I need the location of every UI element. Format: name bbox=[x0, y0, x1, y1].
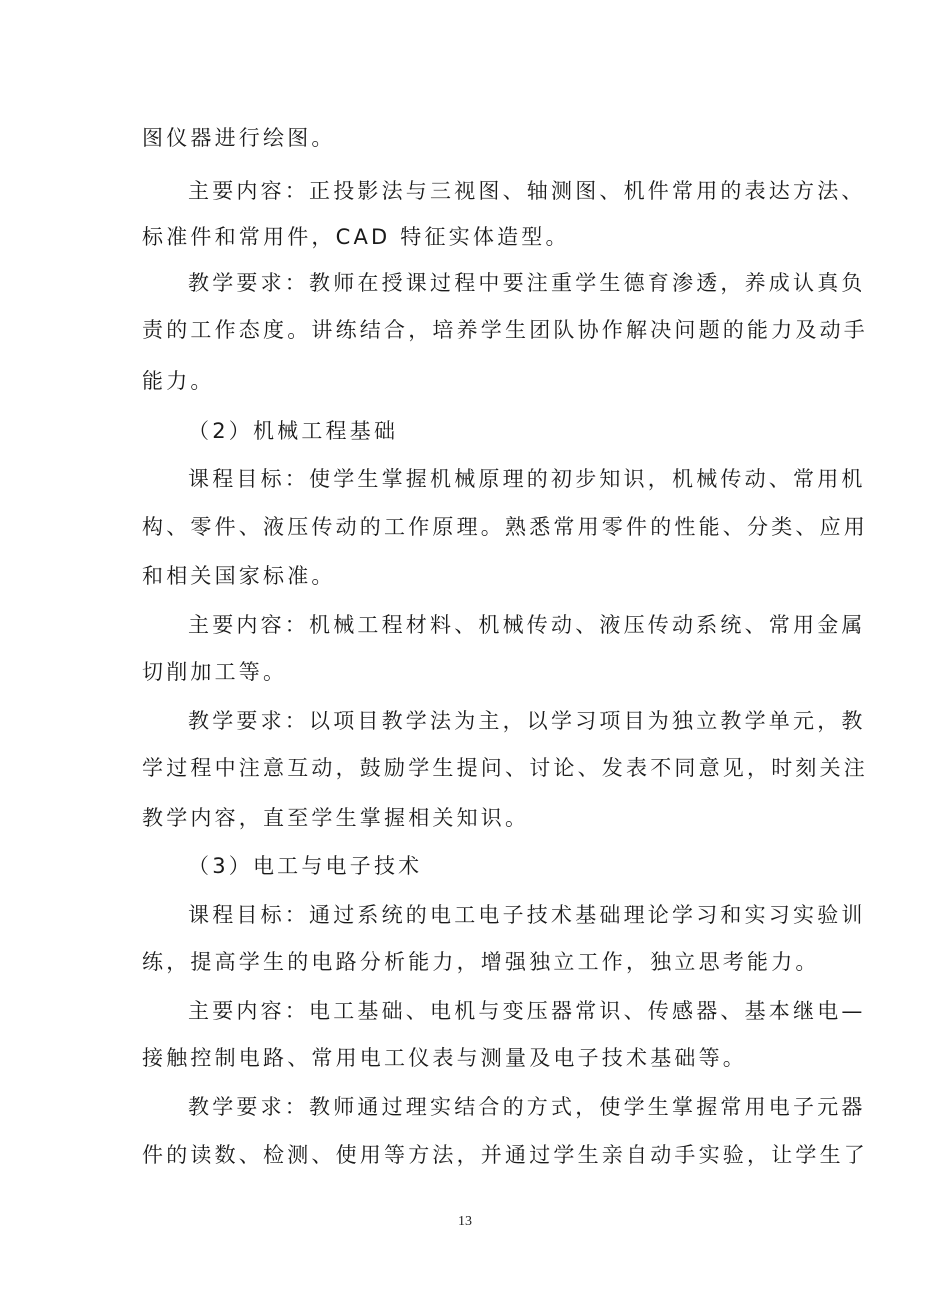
paragraph-line: 标准件和常用件，CAD 特征实体造型。 bbox=[142, 225, 570, 249]
paragraph-line: 件的读数、检测、使用等方法，并通过学生亲自动手实验，让学生了 bbox=[142, 1143, 868, 1167]
paragraph-line: 构、零件、液压传动的工作原理。熟悉常用零件的性能、分类、应用 bbox=[142, 515, 868, 539]
paragraph-line: 练，提高学生的电路分析能力，增强独立工作，独立思考能力。 bbox=[142, 950, 820, 974]
section-heading: （3）电工与电子技术 bbox=[188, 854, 423, 878]
paragraph-line: 接触控制电路、常用电工仪表与测量及电子技术基础等。 bbox=[142, 1046, 747, 1070]
paragraph-line: 课程目标：通过系统的电工电子技术基础理论学习和实习实验训 bbox=[188, 903, 866, 927]
paragraph-line: 教学内容，直至学生掌握相关知识。 bbox=[142, 806, 530, 830]
paragraph-line: 切削加工等。 bbox=[142, 660, 288, 684]
paragraph-line: 学过程中注意互动，鼓励学生提问、讨论、发表不同意见，时刻关注 bbox=[142, 756, 868, 780]
page-number: 13 bbox=[458, 1214, 472, 1229]
paragraph-line: 和相关国家标准。 bbox=[142, 564, 336, 588]
paragraph-line: 主要内容：机械工程材料、机械传动、液压传动系统、常用金属 bbox=[188, 613, 866, 637]
paragraph-line: 主要内容：正投影法与三视图、轴测图、机件常用的表达方法、 bbox=[188, 179, 866, 203]
paragraph-line: 教学要求：以项目教学法为主，以学习项目为独立教学单元，教 bbox=[188, 709, 866, 733]
paragraph-line: 图仪器进行绘图。 bbox=[142, 126, 336, 150]
paragraph-line: 主要内容：电工基础、电机与变压器常识、传感器、基本继电— bbox=[188, 999, 866, 1023]
paragraph-line: 能力。 bbox=[142, 369, 215, 393]
section-heading: （2）机械工程基础 bbox=[188, 419, 399, 443]
paragraph-line: 教学要求：教师在授课过程中要注重学生德育渗透，养成认真负 bbox=[188, 271, 866, 295]
paragraph-line: 责的工作态度。讲练结合，培养学生团队协作解决问题的能力及动手 bbox=[142, 318, 868, 342]
paragraph-line: 教学要求：教师通过理实结合的方式，使学生掌握常用电子元器 bbox=[188, 1095, 866, 1119]
paragraph-line: 课程目标：使学生掌握机械原理的初步知识，机械传动、常用机 bbox=[188, 467, 866, 491]
